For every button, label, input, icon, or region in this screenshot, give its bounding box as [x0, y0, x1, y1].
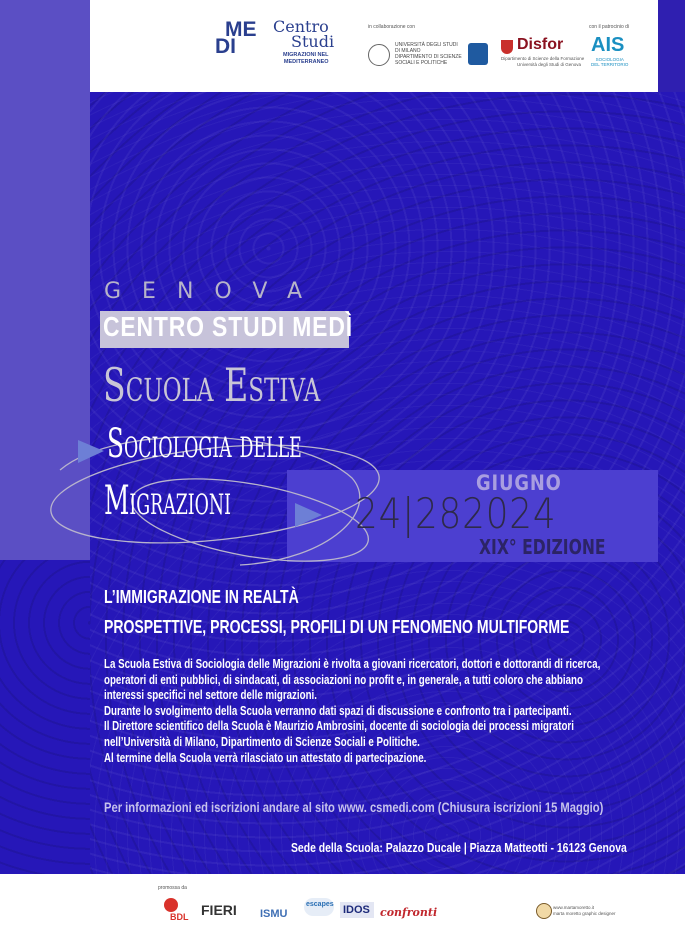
designer-credit: www.martamoretto.it marta moretto graphic designer — [553, 905, 616, 916]
registration-info: Per informazioni ed iscrizioni andare al sito www. csmedi.com (Chiusura iscrizioni 15 Maggio) — [104, 799, 604, 815]
promossa-label: promossa da — [158, 885, 187, 891]
description-p4: Al termine della Scuola verrà rilasciato un attestato di partecipazione. — [104, 750, 427, 765]
city-title: GENOVA — [104, 279, 324, 304]
sponsor-escapes: escapes — [304, 898, 334, 916]
medi-logo-title: Centro Studi — [273, 17, 335, 51]
edition-label: XIX° EDIZIONE — [479, 535, 606, 559]
designer-logo-icon — [536, 903, 552, 919]
collab-label: in collaborazione con — [368, 24, 415, 30]
disfor-name: Disfor — [517, 36, 564, 53]
subject-title-line2: Migrazioni — [104, 478, 231, 524]
description-p1: La Scuola Estiva di Sociologia delle Migrazioni è rivolta a giovani ricercatori, dottori e dottorandi di ricerca, operatori di enti pubblici, di sindacati, di associazioni no profit e, in generale, a tutti coloro che abbiano interessi specifici nel settore delle migrazioni. — [104, 657, 601, 703]
subject-title-line1: Sociologia delle — [107, 421, 302, 467]
arrow-icon-upper — [78, 440, 104, 463]
sponsor-bdl: BDL — [160, 898, 194, 924]
medi-logo-subtitle: MIGRAZIONI NEL MEDITERRANEO — [283, 52, 329, 65]
unimi-text: UNIVERSITÀ DEGLI STUDI DI MILANO DIPARTIMENTO DI SCIENZE SOCIALI E POLITICHE — [395, 42, 462, 66]
date-days: 24|28 — [355, 489, 463, 538]
sponsor-confronti: confronti — [380, 906, 438, 919]
ais-name: AIS — [591, 34, 625, 56]
medi-logo-mark: ME DI — [215, 18, 257, 58]
headline-1: L’IMMIGRAZIONE IN REALTÀ — [104, 587, 299, 607]
sponsor-fieri: FIERI — [201, 902, 237, 918]
sponsor-idos: IDOS — [340, 902, 374, 918]
date-range — [355, 489, 556, 538]
school-title: Scuola Estiva — [103, 358, 321, 412]
date-year: 2024 — [462, 489, 557, 538]
org-title: CENTRO STUDI MEDÌ — [103, 311, 353, 342]
description — [104, 657, 619, 766]
sponsor-ismu: ISMU — [260, 908, 288, 920]
headline-2: PROSPETTIVE, PROCESSI, PROFILI DI UN FENOMENO MULTIFORME — [104, 617, 570, 637]
footer-sponsors — [0, 874, 685, 936]
date-month: GIUGNO — [476, 471, 562, 495]
ais-subtitle: SOCIOLOGIA DEL TERRITORIO — [591, 57, 629, 67]
description-p3: Il Direttore scientifico della Scuola è Maurizio Ambrosini, docente di sociologia dei processi migratori nell’Università di Milano, Dipartimento di Scienze Sociali e Politiche. — [104, 719, 574, 749]
patrocinio-label: con il patrocinio di — [589, 24, 630, 30]
description-p2: Durante lo svolgimento della Scuola verranno dati spazi di discussione e confronto tra i partecipanti. — [104, 703, 572, 718]
disfor-text: Dipartimento di Scienze della Formazione Università degli Studi di Genova — [501, 56, 585, 67]
venue-info: Sede della Scuola: Palazzo Ducale | Piazza Matteotti - 16123 Genova — [291, 840, 627, 855]
